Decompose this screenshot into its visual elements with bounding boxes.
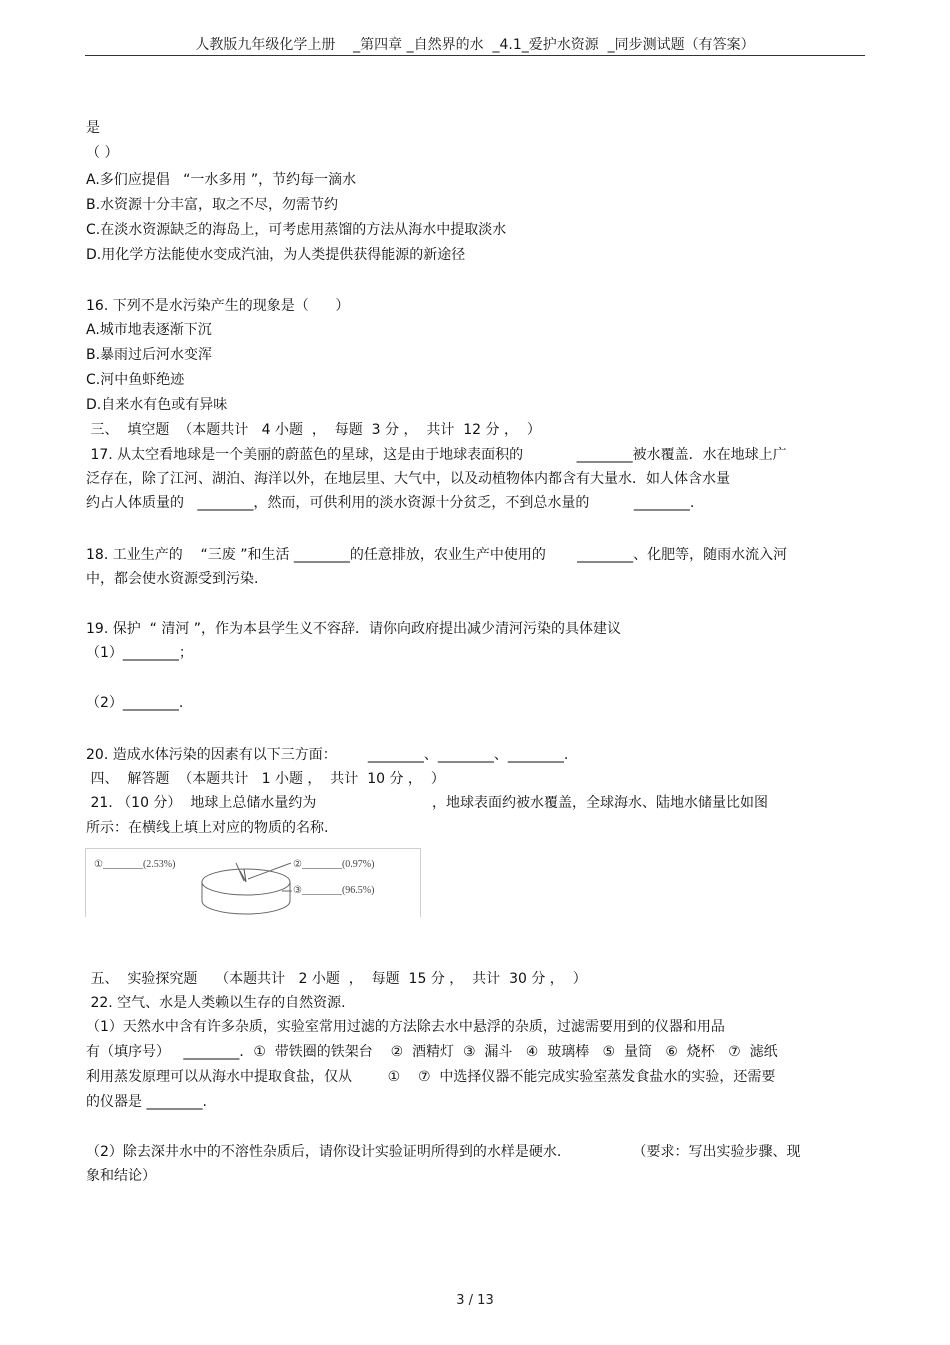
text-line: 象和结论）	[86, 1168, 156, 1184]
option-a: A.城市地表逐渐下沉	[86, 322, 212, 338]
text-line: 约占人体质量的 ________，然而，可供利用的淡水资源十分贫乏，不到总水量的 ________.	[86, 495, 695, 511]
sub-question-1: （1）天然水中含有许多杂质，实验室常用过滤的方法除去水中悬浮的杂质，过滤需要用到的仪器和用品	[86, 1019, 725, 1035]
question-17: 17. 从太空看地球是一个美丽的蔚蓝色的星球，这是由于地球表面积的 ________被水覆盖．水在地球上广	[86, 447, 787, 463]
sub-question-2: （2）除去深井水中的不溶性杂质后，请你设计实验证明所得到的水样是硬水. （要求：写出实验步骤、现	[86, 1144, 801, 1160]
water-distribution-diagram	[85, 848, 421, 917]
option-b: B.暴雨过后河水变浑	[86, 347, 213, 363]
question-20: 20. 造成水体污染的因素有以下三方面： ________、________、________.	[86, 747, 569, 763]
option-a: A.多们应提倡 “一水多用 ”，节约每一滴水	[86, 172, 357, 188]
question-18: 18. 工业生产的 “三废 ”和生活 ________的任意排放，农业生产中使用的 ________、化肥等，随雨水流入河	[86, 547, 788, 563]
header-rule	[85, 55, 865, 56]
header-title: 人教版九年级化学上册 _第四章 _自然界的水 _4.1_爱护水资源 _同步测试题（有答案）	[195, 37, 755, 53]
question-19: 19. 保护 “ 清河 ”，作为本县学生义不容辞．请你向政府提出减少清河污染的具体建议	[86, 621, 622, 637]
text-line: 是	[86, 120, 100, 136]
text-line: 泛存在，除了江河、湖泊、海洋以外，在地层里、大气中，以及动植物体内都含有大量水．如人体含水量	[86, 471, 730, 487]
diagram-label-1: ①________(2.53%)	[94, 859, 176, 870]
text-line: 所示：在横线上填上对应的物质的名称.	[86, 820, 329, 836]
section-3-heading: 三、 填空题 （本题共计 4 小题 ， 每题 3 分 ， 共计 12 分 ， ）	[86, 422, 541, 438]
text-line: 的仪器是 ________.	[86, 1094, 207, 1110]
diagram-label-2: ②________(0.97%)	[293, 859, 375, 870]
text-line: （ ）	[86, 145, 119, 161]
question-21: 21. （10 分） 地球上总储水量约为 ，地球表面约被水覆盖，全球海水、陆地水储量比如图	[86, 795, 769, 811]
text-line: 中，都会使水资源受到污染.	[86, 571, 259, 587]
option-c: C.河中鱼虾绝迹	[86, 372, 185, 388]
option-d: D.自来水有色或有异味	[86, 397, 228, 413]
diagram-label-3: ③________(96.5%)	[293, 885, 375, 896]
question-22: 22. 空气、水是人类赖以生存的自然资源.	[86, 995, 346, 1011]
page-number: 3 / 13	[456, 1293, 494, 1308]
answer-blank-2: （2）________.	[86, 695, 184, 711]
answer-blank-1: （1）________；	[86, 645, 193, 661]
section-5-heading: 五、 实验探究题 （本题共计 2 小题 ， 每题 15 分 ， 共计 30 分 ， ）	[86, 971, 587, 987]
question-16: 16. 下列不是水污染产生的现象是（ ）	[86, 298, 350, 314]
option-d: D.用化学方法能使水变成汽油，为人类提供获得能源的新途径	[86, 247, 466, 263]
option-c: C.在淡水资源缺乏的海岛上，可考虑用蒸馏的方法从海水中提取淡水	[86, 222, 507, 238]
text-line: 有（填序号） ________．① 带铁圈的铁架台 ② 酒精灯 ③ 漏斗 ④ 玻璃棒 ⑤ 量筒 ⑥ 烧杯 ⑦ 滤纸	[86, 1044, 778, 1060]
option-b: B.水资源十分丰富，取之不尽，勿需节约	[86, 197, 339, 213]
section-4-heading: 四、 解答题 （本题共计 1 小题 ， 共计 10 分 ， ）	[86, 771, 445, 787]
text-line: 利用蒸发原理可以从海水中提取食盐，仅从 ① ⑦ 中选择仪器不能完成实验室蒸发食盐水的实验，还需要	[86, 1069, 776, 1085]
